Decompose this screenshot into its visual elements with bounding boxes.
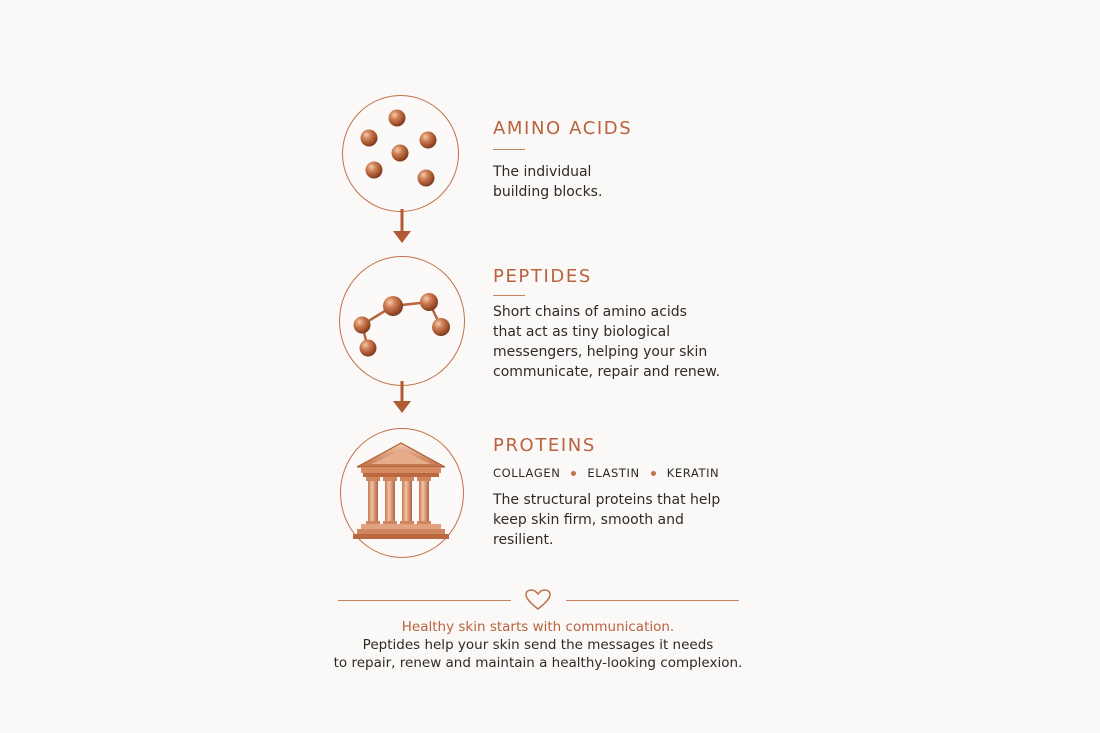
description-line: The structural proteins that help — [493, 492, 721, 508]
step-title-proteins: PROTEINS — [493, 435, 596, 456]
footer-line-1: Peptides help your skin send the messages it needs — [362, 637, 714, 653]
step-title-amino-acids: AMINO ACIDS — [493, 118, 633, 139]
divider-left — [338, 600, 511, 601]
protein-tags — [493, 466, 719, 480]
proteins-icon-circle — [340, 428, 464, 558]
step-description-proteins — [493, 490, 720, 550]
description-line: resilient. — [493, 532, 554, 548]
amino-acid-spheres-icon — [343, 96, 457, 210]
description-line: building blocks. — [493, 184, 603, 200]
tag-collagen: COLLAGEN — [493, 466, 561, 480]
peptide-chain-icon — [340, 257, 463, 384]
step-description-amino-acids — [493, 162, 602, 202]
footer-line-2: to repair, renew and maintain a healthy-looking complexion. — [333, 655, 743, 671]
amino-acids-icon-circle — [342, 95, 459, 212]
tag-keratin: KERATIN — [666, 466, 720, 480]
description-line: Short chains of amino acids — [493, 304, 687, 320]
peptides-icon-circle — [339, 256, 465, 386]
divider-right — [566, 600, 739, 601]
step-title-peptides: PEPTIDES — [493, 266, 592, 287]
heart-icon — [525, 589, 551, 611]
description-line: messengers, helping your skin — [493, 344, 708, 360]
arrow-down-icon — [390, 381, 414, 417]
temple-icon — [341, 429, 462, 556]
title-underline — [493, 295, 525, 296]
description-line: The individual — [493, 164, 592, 180]
description-line: keep skin firm, smooth and — [493, 512, 684, 528]
tag-elastin: ELASTIN — [587, 466, 640, 480]
title-underline — [493, 149, 525, 150]
bullet-dot — [651, 471, 656, 476]
footer-tagline: Healthy skin starts with communication. — [401, 619, 675, 635]
bullet-dot — [571, 471, 576, 476]
description-line: that act as tiny biological — [493, 324, 671, 340]
arrow-down-icon — [390, 209, 414, 247]
step-description-peptides — [493, 302, 720, 382]
description-line: communicate, repair and renew. — [493, 364, 721, 380]
